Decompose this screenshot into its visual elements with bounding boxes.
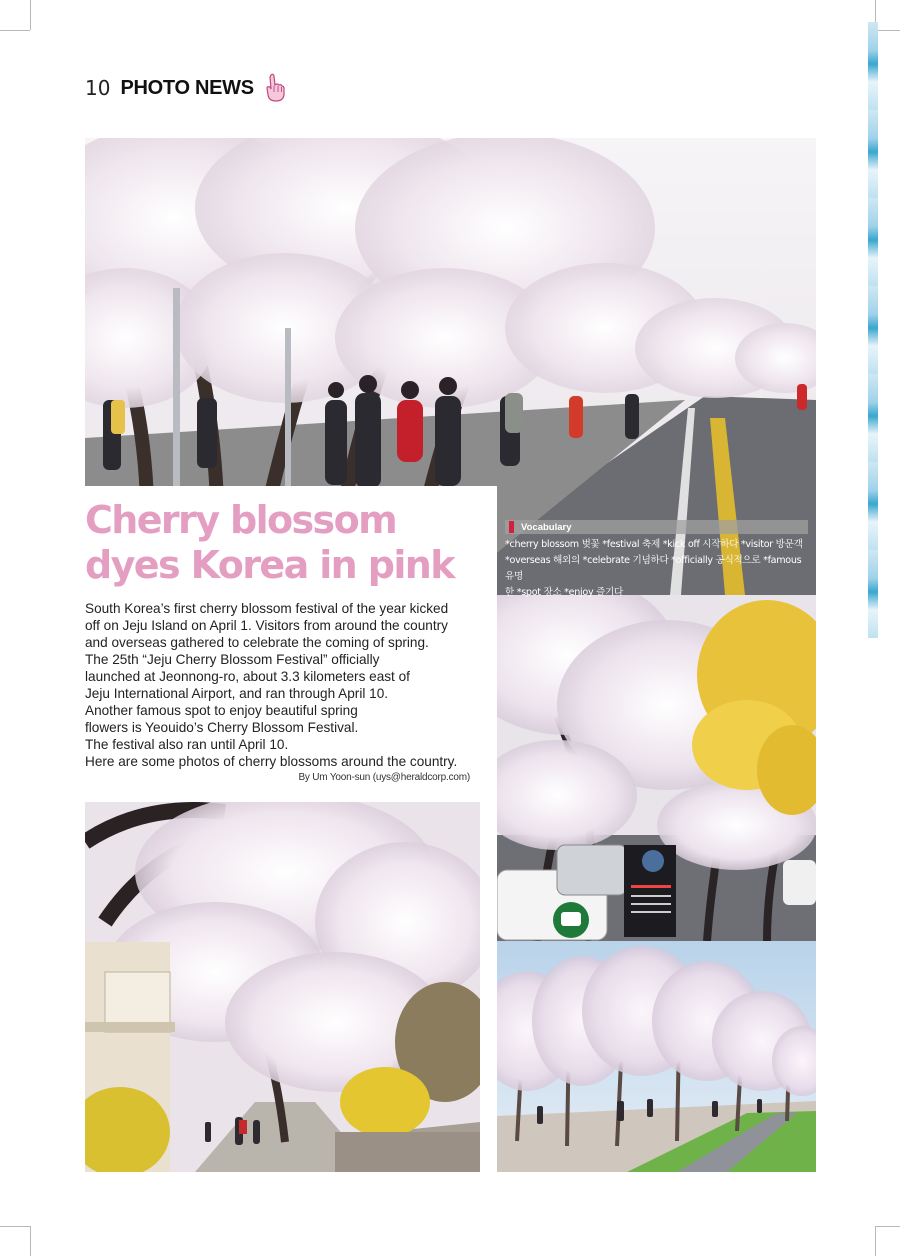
article-line: and overseas gathered to celebrate the coming of spring. [85, 635, 429, 650]
article-line: The festival also ran until April 10. [85, 737, 289, 752]
crop-mark-top-right-h [876, 30, 900, 31]
photo-blossoms-tunnel-path [85, 802, 480, 1172]
vocabulary-box [505, 520, 808, 601]
article-line: flowers is Yeouido’s Cherry Blossom Festival. [85, 720, 359, 735]
page-edge-decoration [868, 22, 878, 638]
crop-mark-bottom-left-h [0, 1226, 30, 1227]
crop-mark-top-left-h [0, 30, 30, 31]
article-line: launched at Jeonnong-ro, about 3.3 kilometers east of [85, 669, 410, 684]
vocabulary-header [505, 520, 808, 534]
article-body [85, 600, 480, 770]
article-line: Another famous spot to enjoy beautiful spring [85, 703, 358, 718]
photo-blossoms-walkway-park [497, 941, 816, 1172]
article-byline: By Um Yoon-sun (uys@heraldcorp.com) [298, 772, 470, 783]
page-number: 10 [85, 76, 111, 100]
vocabulary-line-3: 한 *spot 장소 *enjoy 즐기다 [505, 587, 624, 598]
page-header [85, 72, 286, 104]
vocabulary-line-1: *cherry blossom 벚꽃 *festival 축제 *kick off 시작하다 *visitor 방문객 [505, 539, 803, 550]
crop-mark-bottom-right-h [876, 1226, 900, 1227]
headline-line-2: dyes Korea in pink [85, 543, 454, 587]
vocabulary-line-2: *overseas 해외의 *celebrate 기념하다 *officially 공식적으로 *famous 유명 [505, 555, 802, 582]
article-line: off on Jeju Island on April 1. Visitors from around the country [85, 618, 448, 633]
crop-mark-top-left-v [30, 0, 31, 30]
article-line: Jeju International Airport, and ran through April 10. [85, 686, 389, 701]
article-line: Here are some photos of cherry blossoms around the country. [85, 754, 458, 769]
photo-blossoms-street-bus-stop [497, 595, 816, 941]
section-title: PHOTO NEWS [120, 76, 254, 99]
article-line: South Korea’s first cherry blossom festival of the year kicked [85, 601, 449, 616]
article-line: The 25th “Jeju Cherry Blossom Festival” officially [85, 652, 380, 667]
article-headline [85, 498, 495, 588]
pointing-hand-icon [264, 73, 286, 103]
crop-mark-bottom-left-v [30, 1226, 31, 1256]
headline-line-1: Cherry blossom [85, 498, 397, 542]
vocabulary-list [505, 537, 808, 601]
vocabulary-title: Vocabulary [521, 521, 572, 533]
vocabulary-marker [509, 521, 514, 533]
crop-mark-bottom-right-v [875, 1226, 876, 1256]
